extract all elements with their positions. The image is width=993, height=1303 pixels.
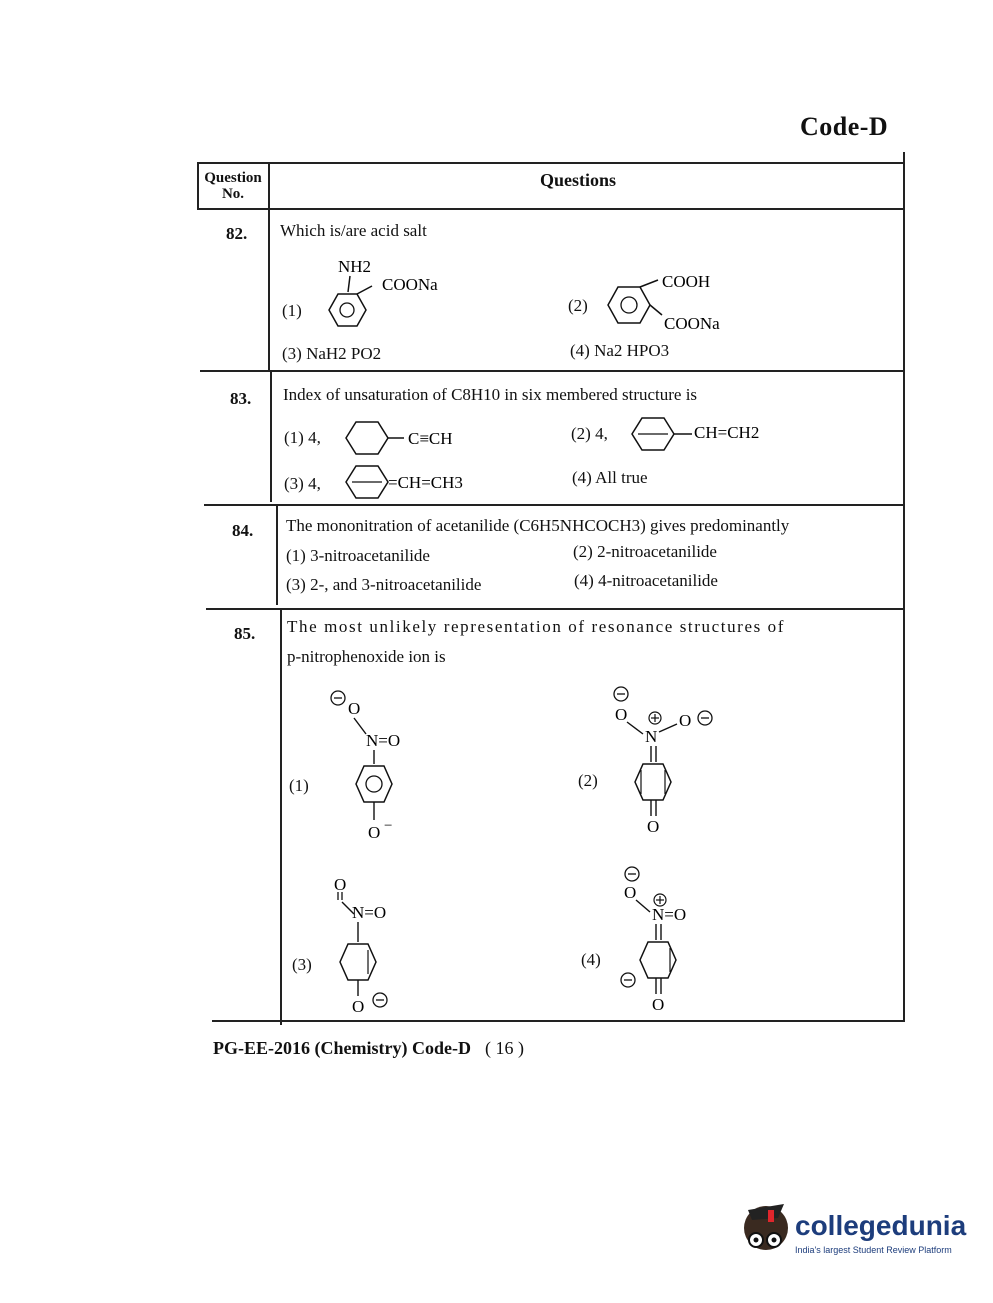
svg-text:O: O [348, 699, 361, 718]
q85-option-1-structure [322, 684, 432, 844]
page-footer [213, 1038, 524, 1059]
q83-option-3-label: (3) 4, [284, 474, 321, 493]
svg-text:O: O [624, 883, 637, 902]
benzene-ring-icon [329, 294, 366, 326]
q82-option-2-label: (2) [568, 296, 588, 315]
benzene-ring-icon [356, 766, 392, 802]
svg-text:O: O [647, 817, 660, 836]
q82-option-1-structure [310, 252, 480, 332]
vinyl-label: CH=CH2 [694, 423, 760, 442]
header-question-no: Question No. [204, 170, 262, 202]
question-84-text: The mononitration of acetanilide (C6H5NHCOCH3) gives predominantly [286, 516, 790, 535]
q83-option-2-label: (2) 4, [571, 424, 608, 443]
q84-option-4: (4) 4-nitroacetanilide [574, 571, 718, 590]
nh2-label: NH2 [338, 257, 372, 276]
svg-text:O: O [679, 711, 692, 730]
collegedunia-logo-text[interactable]: collegedunia [795, 1210, 967, 1241]
q84-option-2: (2) 2-nitroacetanilide [573, 542, 717, 561]
coona-label: COONa [382, 275, 438, 294]
svg-text:N=O: N=O [652, 905, 687, 924]
footer-title: PG-EE-2016 (Chemistry) Code-D [213, 1038, 471, 1058]
coona-label: COONa [664, 314, 720, 333]
question-85-text-line2: p-nitrophenoxide ion is [287, 647, 446, 666]
q85-option-3-label: (3) [292, 955, 312, 974]
ethynyl-label: C≡CH [408, 429, 453, 448]
table-right-border [903, 152, 905, 1022]
q85-option-4-structure [612, 862, 722, 1017]
svg-text:−: − [384, 818, 393, 834]
q82-option-4: (4) Na2 HPO3 [570, 341, 670, 360]
header-row-divider [197, 208, 905, 210]
q82-option-2-structure [600, 265, 750, 340]
q85-option-2-label: (2) [578, 771, 598, 790]
table-bottom-border [212, 1020, 905, 1022]
q82-option-3: (3) NaH2 PO2 [282, 344, 382, 363]
collegedunia-mascot-icon[interactable] [738, 1200, 796, 1258]
cyclohexene-ring-icon [346, 422, 388, 454]
question-number-85: 85. [234, 624, 256, 643]
q85-option-4-label: (4) [581, 950, 601, 969]
q83-option-1-structure [342, 418, 482, 458]
question-85-text-line1: The most unlikely representation of resonance structures of [287, 617, 786, 636]
code-label: Code-D [800, 112, 889, 141]
svg-text:N=O: N=O [366, 731, 401, 750]
question-82-text: Which is/are acid salt [280, 221, 427, 240]
table-top-border [197, 162, 905, 164]
svg-text:O: O [368, 823, 381, 842]
q83-option-2-structure [628, 414, 798, 454]
column-divider-mid [270, 372, 272, 502]
column-divider-top [268, 162, 270, 372]
column-divider-q84 [276, 505, 278, 605]
benzene-ring-icon [608, 287, 650, 323]
svg-text:O: O [615, 705, 628, 724]
svg-text:O: O [652, 995, 665, 1014]
page-number: ( 16 ) [484, 1038, 524, 1058]
question-number-83: 83. [230, 389, 252, 408]
benzene-ring-icon [340, 944, 376, 980]
question-number-82: 82. [226, 224, 248, 243]
svg-text:O: O [334, 875, 347, 894]
q83-option-3-structure [342, 462, 502, 502]
svg-text:N=O: N=O [352, 903, 387, 922]
cooh-label: COOH [662, 272, 711, 291]
svg-text:N: N [645, 727, 658, 746]
column-divider-q85 [280, 610, 282, 1025]
svg-text:O: O [352, 997, 365, 1016]
q82-option-1-label: (1) [282, 301, 302, 320]
row-divider-83 [204, 504, 905, 506]
q85-option-1-label: (1) [289, 776, 309, 795]
question-number-84: 84. [232, 521, 254, 540]
q85-option-3-structure [326, 872, 436, 1020]
collegedunia-tagline: India's largest Student Review Platform [795, 1245, 952, 1255]
q83-option-4: (4) All true [572, 468, 648, 487]
q84-option-3: (3) 2-, and 3-nitroacetanilide [286, 575, 482, 594]
row-divider-84 [206, 608, 905, 610]
q85-option-2-structure [605, 684, 725, 839]
ethylidene-label: =CH=CH3 [388, 473, 463, 492]
row-divider-82 [200, 370, 905, 372]
question-83-text: Index of unsaturation of C8H10 in six membered structure is [283, 385, 698, 404]
header-questions: Questions [540, 170, 617, 190]
q83-option-1-label: (1) 4, [284, 428, 321, 447]
q84-option-1: (1) 3-nitroacetanilide [286, 546, 430, 565]
